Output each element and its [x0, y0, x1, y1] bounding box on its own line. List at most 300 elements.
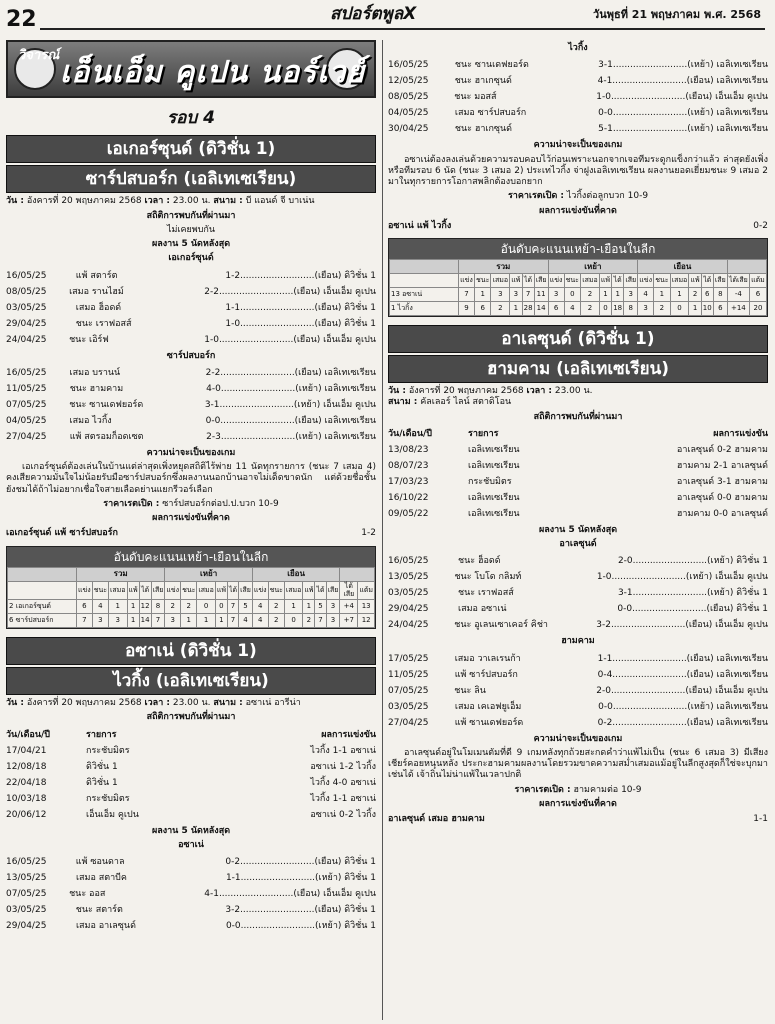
- standings-value: 4: [252, 614, 268, 628]
- standings-value: 1: [303, 600, 315, 614]
- standings-value: 1: [474, 288, 491, 302]
- result-date: 30/04/25: [388, 124, 429, 135]
- result-score: 2-0..........................(เหย้า) ดิวิชั่น 1: [617, 556, 768, 567]
- last5-title: ผลงาน 5 นัดหลังสุด: [151, 825, 231, 836]
- standings-value: 5: [239, 600, 253, 614]
- h2h-result: ไวกิ้ง 1-1 อซาเน่: [310, 793, 376, 804]
- result-row: [388, 601, 768, 617]
- h2h-result: ฮามคาม 2-1 อาเลซุนด์: [676, 460, 768, 471]
- result-score: 0-2..........................(เยือน) ดิวิชั่น 1: [225, 857, 376, 867]
- prediction: อซาเน่ แพ้ ไวกิ้ง 0-2: [388, 220, 768, 231]
- standings-col-head: เสมอ: [284, 581, 302, 600]
- standings-corner: [390, 260, 459, 274]
- standings-col-head: เสมอ: [670, 274, 689, 288]
- result-score: 4-1..........................(เยือน) เอ็นเอ็ม คูเปน: [204, 889, 376, 899]
- result-date: 04/05/25: [6, 415, 47, 426]
- left-column: [6, 40, 376, 934]
- h2h-date: 17/04/21: [6, 745, 47, 756]
- result-date: 13/05/25: [6, 873, 47, 883]
- result-outcome: เสมอ บรานน์: [69, 367, 121, 378]
- column-banner: [6, 40, 376, 98]
- standings-col-head: แพ้: [303, 581, 315, 600]
- result-score: 0-0..........................(เหย้า) ดิวิชั่น 1: [225, 921, 376, 931]
- standings-value: 8: [713, 288, 727, 302]
- standings-value: 3: [624, 288, 638, 302]
- standings-value: 12: [358, 614, 375, 628]
- h2h-result: อาเลซุนด์ 0-2 ฮามคาม: [676, 444, 768, 455]
- h2h-row: [388, 442, 768, 458]
- h2h-date: 16/10/22: [388, 492, 429, 503]
- standings-value: 6: [77, 600, 93, 614]
- standings-value: 12: [139, 600, 151, 614]
- standings-value: 3: [92, 614, 108, 628]
- standings-value: 0: [599, 302, 611, 316]
- standings-col-head: ชนะ: [268, 581, 284, 600]
- standings-col-head: แต้ม: [749, 274, 766, 288]
- pred-title: ผลการแข่งขันที่คาด: [539, 798, 617, 809]
- prediction: อาเลซุนด์ เสมอ ฮามคาม 1-1: [388, 814, 768, 824]
- h2h-date: 12/08/18: [6, 761, 47, 772]
- result-outcome: เสมอ ไวกิ้ง: [69, 415, 112, 426]
- h2h-row: [388, 490, 768, 506]
- standings-value: 1: [181, 614, 197, 628]
- standings-value: 1: [612, 288, 624, 302]
- standings-value: 0: [197, 600, 215, 614]
- team-a-name: อซาเน่: [178, 839, 204, 850]
- result-score: 1-1..........................(เยือน) ดิวิชั่น 1: [225, 302, 376, 313]
- result-date: 16/05/25: [6, 857, 47, 867]
- h2h-competition: กระชับมิตร: [86, 793, 130, 804]
- standings-col-head: ได้: [227, 581, 238, 600]
- result-outcome: ชนะ ฮาเกซุนด์: [454, 124, 513, 135]
- result-row: [388, 715, 768, 731]
- team-b-name: ฮามคาม: [561, 636, 595, 647]
- column-divider: [382, 40, 383, 1020]
- result-score: 1-1..........................(เหย้า) ดิวิชั่น 1: [225, 873, 376, 883]
- standings-value: 0: [564, 288, 581, 302]
- standings-value: 6: [713, 302, 727, 316]
- standings-value: 10: [701, 302, 713, 316]
- prob-text: เอเกอร์ซุนด์ต้องเล่นในบ้านแต่ล่าสุดเพิ่งหยุดสถิติไร้พ่าย 11 นัดทุกรายการ (ชนะ 7 เสมอ 4) คงเสียความมั่นใจไม่น้อยรับมือซาร์ปสบอร์กซึ่งผลงานนอกบ้านอาจไม่เด็ดขาดนัก แต่ด้วยชื่อชั้นยังชมได้ถ้าไม่อยากเชื่อใจสายเลือดย่านแยกรีวอร์เลือก: [6, 462, 376, 495]
- standings-value: 3: [638, 302, 654, 316]
- standings-team-head: [8, 581, 77, 600]
- away-team-bar: ซาร์ปสบอร์ก (เอลิเทเซเรียน): [6, 165, 376, 193]
- result-score: 2-3..........................(เหย้า) เอลิเทเซเรียน: [206, 431, 376, 442]
- result-row: [6, 284, 376, 300]
- standings-value: 0: [215, 600, 227, 614]
- result-row: [6, 902, 376, 918]
- h2h-row: [388, 506, 768, 522]
- standings-value: 14: [139, 614, 151, 628]
- result-row: [6, 413, 376, 429]
- result-score: 0-2..........................(เยือน) เอลิเทเซเรียน: [597, 717, 768, 728]
- result-outcome: ชนะ สตาร์ต: [75, 905, 123, 915]
- result-row: [6, 886, 376, 902]
- match-info: วัน : อังคารที่ 20 พฤษภาคม 2568 เวลา : 23.00 น. สนาม : คัลเลอร์ ไลน์ สตาดิโอน: [388, 386, 593, 408]
- result-row: [6, 332, 376, 348]
- result-date: 16/05/25: [388, 556, 429, 567]
- h2h-competition: กระชับมิตร: [468, 476, 512, 487]
- standings-value: 0: [670, 302, 689, 316]
- standings-value: 1: [689, 302, 701, 316]
- standings-col-head: แต้ม: [358, 581, 375, 600]
- team-a-name: เอเกอร์ซุนด์: [168, 253, 214, 264]
- h2h-date: 10/03/18: [6, 793, 47, 804]
- match-aalesund-hamkam: [388, 325, 768, 825]
- result-outcome: เสมอ ฮ็อดด์: [75, 302, 122, 313]
- h2h-row: [388, 458, 768, 474]
- h2h-none: ไม่เคยพบกัน: [166, 224, 216, 235]
- standings-col-head: เสีย: [624, 274, 638, 288]
- h2h-row: [6, 807, 376, 823]
- brand-logo: สปอร์ตพูลX: [330, 4, 417, 24]
- standings-col-head: ได้: [139, 581, 151, 600]
- standings-group: เยือน: [252, 567, 340, 581]
- standings-team: 2 เอเกอร์ซุนด์: [8, 600, 77, 614]
- result-score: 0-4..........................(เยือน) เอลิเทเซเรียน: [597, 669, 768, 680]
- h2h-date: 20/06/12: [6, 809, 47, 820]
- h2h-date: 22/04/18: [6, 777, 47, 788]
- standings-col-head: แข่ง: [252, 581, 268, 600]
- standings-value: 1: [284, 600, 302, 614]
- h2h-date: 13/08/23: [388, 444, 429, 455]
- standings-value: 6: [474, 302, 491, 316]
- result-date: 29/04/25: [6, 921, 47, 931]
- standings-value: 1: [215, 614, 227, 628]
- standings-value: 3: [548, 288, 564, 302]
- result-date: 07/05/25: [388, 685, 429, 696]
- result-score: 3-2..........................(เยือน) ดิวิชั่น 1: [225, 905, 376, 915]
- standings-value: +7: [340, 614, 358, 628]
- h2h-title: สถิติการพบกันที่ผ่านมา: [146, 712, 236, 723]
- result-outcome: แพ้ ซอนดาล: [75, 857, 125, 867]
- h2h-competition: เอ็นเอ็ม คูเปน: [86, 809, 139, 820]
- standings-value: 7: [522, 288, 534, 302]
- result-score: 0-0..........................(เหย้า) เอลิเทเซเรียน: [598, 108, 768, 119]
- standings-value: 4: [564, 302, 581, 316]
- result-score: 0-0..........................(เยือน) เอลิเทเซเรียน: [205, 415, 376, 426]
- result-row: [6, 397, 376, 413]
- standings-col-head: แพ้: [599, 274, 611, 288]
- result-date: 13/05/25: [388, 572, 429, 583]
- odds: ราคาเรตเปิด : ฮามคามต่อ 10-9: [514, 784, 642, 795]
- standings-value: 8: [624, 302, 638, 316]
- result-outcome: เสมอ รานไฮม์: [69, 286, 124, 297]
- h2h-competition: เอลิเทเซเรียน: [468, 444, 520, 455]
- standings-col-head: ชนะ: [654, 274, 671, 288]
- standings-group: รวม: [459, 260, 549, 274]
- h2h-competition: เอลิเทเซเรียน: [468, 460, 520, 471]
- away-team-bar: ไวกิ้ง (เอลิเทเซเรียน): [6, 667, 376, 695]
- h2h-competition: เอลิเทเซเรียน: [468, 492, 520, 503]
- h2h-result: อซาเน่ 1-2 ไวกิ้ง: [310, 761, 376, 772]
- standings-col-head: แพ้: [510, 274, 522, 288]
- result-outcome: ชนะ เอิร์ฟ: [69, 334, 109, 345]
- result-row: [6, 918, 376, 934]
- standings-team: 1 ไวกิ้ง: [390, 302, 459, 316]
- odds: ราคาเรตเปิด : ซาร์ปสบอร์กต่อป.ป.บวก 10-9: [103, 498, 279, 509]
- standings-col-head: ได้: [701, 274, 713, 288]
- result-outcome: ชนะ อูเลนเซาเคอร์ คิช่า: [454, 620, 548, 631]
- standings-grid: [389, 259, 767, 316]
- banner-title: เอ็นเอ็ม คูเปน นอร์เวย์: [60, 55, 365, 90]
- result-date: 17/05/25: [388, 653, 429, 664]
- h2h-competition: ดิวิชั่น 1: [86, 761, 118, 772]
- standings-group: เยือน: [638, 260, 728, 274]
- result-row: [388, 667, 768, 683]
- h2h-row: [6, 791, 376, 807]
- result-row: [6, 300, 376, 316]
- h2h-row: [6, 743, 376, 759]
- result-score: 0-0..........................(เยือน) ดิวิชั่น 1: [617, 604, 768, 615]
- result-row: [6, 316, 376, 332]
- match-asane-viking-cont: [388, 43, 768, 317]
- result-outcome: แพ้ สตรอมก็อดเซต: [69, 431, 144, 442]
- result-date: 03/05/25: [388, 588, 429, 599]
- standings-col-head: เสมอ: [109, 581, 127, 600]
- standings-value: 0: [284, 614, 302, 628]
- standings-value: 3: [326, 614, 340, 628]
- standings-col-head: เสมอ: [197, 581, 215, 600]
- standings-value: 6: [749, 288, 766, 302]
- result-row: [388, 617, 768, 633]
- standings-col-head: ชนะ: [181, 581, 197, 600]
- standings-row: [390, 288, 767, 302]
- result-date: 24/04/25: [388, 620, 429, 631]
- standings-value: 1: [670, 288, 689, 302]
- standings-table: [6, 546, 376, 630]
- result-row: [388, 699, 768, 715]
- standings-value: 1: [127, 600, 139, 614]
- result-row: [6, 870, 376, 886]
- result-outcome: เสมอ เคเอฟยูเอ็ม: [454, 701, 522, 712]
- standings-value: 4: [252, 600, 268, 614]
- home-team-bar: อซาเน่ (ดิวิชั่น 1): [6, 637, 376, 665]
- standings-col-head: เสมอ: [491, 274, 510, 288]
- standings-extra-head: [340, 567, 375, 581]
- result-date: 08/05/25: [6, 286, 47, 297]
- standings-value: 2: [491, 302, 510, 316]
- standings-value: 14: [534, 302, 548, 316]
- standings-value: 7: [151, 614, 165, 628]
- home-team-bar: อาเลซุนด์ (ดิวิชั่น 1): [388, 325, 768, 353]
- standings-value: 2: [581, 302, 600, 316]
- h2h-result: ไวกิ้ง 1-1 อซาเน่: [310, 745, 376, 756]
- pred-title: ผลการแข่งขันที่คาด: [152, 513, 230, 523]
- standings-value: 7: [227, 600, 238, 614]
- odds: ราคาเรตเปิด : ไวกิ้งต่อลูกบวก 10-9: [507, 191, 649, 202]
- h2h-row: [6, 775, 376, 791]
- result-row: [388, 569, 768, 585]
- standings-table: [388, 238, 768, 317]
- result-date: 03/05/25: [388, 701, 429, 712]
- result-date: 27/04/25: [388, 717, 429, 728]
- standings-value: 3: [491, 288, 510, 302]
- standings-value: 2: [689, 288, 701, 302]
- standings-value: 6: [701, 288, 713, 302]
- result-row: [388, 73, 768, 89]
- standings-value: 2: [581, 288, 600, 302]
- team-b-results: [6, 365, 376, 445]
- standings-col-head: แพ้: [127, 581, 139, 600]
- standings-value: 3: [109, 614, 127, 628]
- result-score: 1-1..........................(เยือน) เอลิเทเซเรียน: [597, 653, 768, 664]
- result-outcome: ชนะ ออส: [69, 889, 106, 899]
- right-column: [388, 40, 768, 829]
- standings-value: 1: [197, 614, 215, 628]
- standings-col-head: ได้เสีย: [727, 274, 749, 288]
- standings-value: 9: [459, 302, 475, 316]
- result-row: [388, 585, 768, 601]
- standings-col-head: เสีย: [713, 274, 727, 288]
- standings-col-head: เสมอ: [581, 274, 600, 288]
- result-row: [388, 683, 768, 699]
- prob-text: อาเลซุนด์อยู่ในโมเมนตัมที่ดี 9 เกมหลังทุกถ้วยสะกดคำว่าแพ้ไม่เป็น (ชนะ 6 เสมอ 3) มีเสียงเชียร์คอยหนุนหลัง ประกะฮามคามผลงานโดยรวมขาดความสม่ำเสมอแม้อยู่ในลีกสูงสุดก็ใช่จะบุกมาเช่นได้ เจ้าถิ่นไม่น่าแพ้ในเวลาปกติ: [388, 747, 768, 781]
- h2h-result: ไวกิ้ง 4-0 อซาเน่: [310, 777, 376, 788]
- result-outcome: เสมอ ซาร์ปสบอร์ก: [454, 108, 527, 119]
- result-row: [388, 89, 768, 105]
- result-outcome: เสมอ สตาบีค: [75, 873, 127, 883]
- result-date: 07/05/25: [6, 889, 47, 899]
- standings-value: 7: [459, 288, 475, 302]
- result-row: [6, 854, 376, 870]
- team-b-results: [388, 651, 768, 731]
- result-date: 29/04/25: [6, 318, 47, 329]
- round-title: รอบ 4: [167, 108, 215, 128]
- last5-title: ผลงาน 5 นัดหลังสุด: [538, 524, 618, 535]
- standings-col-head: ชนะ: [92, 581, 108, 600]
- standings-col-head: เสีย: [239, 581, 253, 600]
- result-row: [388, 553, 768, 569]
- result-outcome: แพ้ ซานเดฟยอร์ด: [454, 717, 524, 728]
- result-score: 5-1..........................(เหย้า) เอลิเทเซเรียน: [598, 124, 768, 135]
- standings-value: +14: [727, 302, 749, 316]
- result-date: 27/04/25: [6, 431, 47, 442]
- last5-title: ผลงาน 5 นัดหลังสุด: [151, 239, 231, 249]
- h2h-header: วัน/เดือน/ปี รายการ ผลการแข่งขัน: [388, 428, 768, 439]
- standings-value: 2: [268, 600, 284, 614]
- prob-title: ความน่าจะเป็นของเกม: [533, 733, 623, 744]
- h2h-row: [6, 759, 376, 775]
- standings-col-head: ได้: [315, 581, 326, 600]
- standings-title: อันดับคะแนนเหย้า-เยือนในลีก: [7, 547, 375, 567]
- result-score: 2-2..........................(เยือน) เอลิเทเซเรียน: [205, 367, 376, 378]
- result-outcome: ชนะ ฮามคาม: [69, 383, 124, 394]
- standings-value: 20: [749, 302, 766, 316]
- match-info: วัน : อังคารที่ 20 พฤษภาคม 2568 เวลา : 23.00 น. สนาม : อซาเน่ อารีน่า: [6, 698, 301, 708]
- standings-group: เหย้า: [548, 260, 638, 274]
- result-date: 16/05/25: [6, 270, 47, 281]
- standings-col-head: แข่ง: [165, 581, 181, 600]
- result-outcome: แพ้ สตาร์ต: [75, 270, 118, 281]
- team-b-results: [388, 57, 768, 137]
- result-score: 4-1..........................(เยือน) เอลิเทเซเรียน: [597, 76, 768, 87]
- page-header: [0, 0, 775, 38]
- result-date: 29/04/25: [388, 604, 429, 615]
- standings-value: 13: [358, 600, 375, 614]
- standings-col-head: ได้: [522, 274, 534, 288]
- standings-value: 1: [109, 600, 127, 614]
- result-score: 3-1..........................(เหย้า) เอ็นเอ็ม คูเปน: [204, 399, 376, 410]
- standings-value: 2: [303, 614, 315, 628]
- standings-value: 7: [315, 614, 326, 628]
- result-outcome: เสมอ อซาเน่: [458, 604, 507, 615]
- standings-col-head: ชนะ: [474, 274, 491, 288]
- h2h-competition: กระชับมิตร: [86, 745, 130, 756]
- standings-extra-head: [727, 260, 766, 274]
- standings-value: 4: [239, 614, 253, 628]
- result-date: 11/05/25: [6, 383, 47, 394]
- h2h-rows: [388, 442, 768, 522]
- result-date: 07/05/25: [6, 399, 47, 410]
- h2h-result: อาเลซุนด์ 3-1 ฮามคาม: [676, 476, 768, 487]
- standings-corner: [8, 567, 77, 581]
- h2h-rows: [6, 743, 376, 823]
- result-date: 24/04/25: [6, 334, 47, 345]
- standings-col-head: แข่ง: [548, 274, 564, 288]
- result-score: 3-1..........................(เหย้า) ดิวิชั่น 1: [617, 588, 768, 599]
- team-a-results: [6, 854, 376, 934]
- standings-value: 7: [77, 614, 93, 628]
- issue-date: วันพุธที่ 21 พฤษภาคม พ.ศ. 2568: [593, 8, 761, 21]
- result-score: 4-0..........................(เหย้า) เอลิเทเซเรียน: [206, 383, 376, 394]
- standings-team: 6 ซาร์ปสบอร์ก: [8, 614, 77, 628]
- standings-col-head: แพ้: [215, 581, 227, 600]
- standings-team-head: [390, 274, 459, 288]
- standings-value: 1: [599, 288, 611, 302]
- result-score: 1-0..........................(เยือน) เอ็นเอ็ม คูเปน: [204, 334, 376, 345]
- standings-value: 4: [92, 600, 108, 614]
- prob-text: อซาเน่ต้องลงเล่นด้วยความรอบคอบไว้ก่อนเพราะนอกจากเจอทีมระดูกแข็งกว่าแล้ว ล่าสุดยังเพิ่งหรือทีมรอบ 6 นัด (ชนะ 3 เสมอ 2) ประเทไวกิ้ง จ่าฝูงเอลิเทเซเรียน ผลงานยอดเยี่ยมชนะ 9 เสมอ 2 มาในทุกรายการโอกาสพลิกต้องบอกยาก: [388, 154, 768, 187]
- result-date: 04/05/25: [388, 108, 429, 119]
- result-score: 3-1..........................(เหย้า) เอลิเทเซเรียน: [598, 60, 768, 71]
- result-score: 2-0..........................(เยือน) เอ็นเอ็ม คูเปน: [596, 685, 768, 696]
- standings-value: 3: [510, 288, 522, 302]
- standings-value: 2: [654, 302, 671, 316]
- match-egersund-sarpsborg: [6, 135, 376, 629]
- result-outcome: ชนะ โบโด กลิมท์: [454, 572, 522, 583]
- result-outcome: ชนะ ซานเดฟยอร์ด: [454, 60, 529, 71]
- standings-col-head: เสีย: [326, 581, 340, 600]
- standings-col-head: แข่ง: [638, 274, 654, 288]
- standings-col-head: ชนะ: [564, 274, 581, 288]
- result-row: [6, 381, 376, 397]
- away-team-bar: ฮามคาม (เอลิเทเซเรียน): [388, 355, 768, 383]
- h2h-competition: เอลิเทเซเรียน: [468, 508, 520, 519]
- header-rule: [40, 28, 765, 30]
- h2h-result: ฮามคาม 0-0 อาเลซุนด์: [676, 508, 768, 519]
- standings-team: 13 อซาเน่: [390, 288, 459, 302]
- h2h-competition: ดิวิชั่น 1: [86, 777, 118, 788]
- h2h-header: วัน/เดือน/ปี รายการ ผลการแข่งขัน: [6, 729, 376, 740]
- result-row: [388, 121, 768, 137]
- h2h-title: สถิติการพบกันที่ผ่านมา: [533, 411, 623, 422]
- standings-value: 11: [534, 288, 548, 302]
- result-outcome: ชนะ ฮาเกซุนด์: [454, 76, 512, 87]
- result-date: 16/05/25: [388, 60, 429, 71]
- standings-row: [390, 302, 767, 316]
- result-row: [6, 365, 376, 381]
- result-outcome: เสมอ อาเลซุนด์: [75, 921, 136, 931]
- h2h-row: [388, 474, 768, 490]
- standings-grid: [7, 567, 375, 629]
- standings-value: 2: [181, 600, 197, 614]
- result-date: 03/05/25: [6, 302, 47, 313]
- result-outcome: ชนะ มอสส์: [454, 92, 497, 103]
- standings-value: 5: [315, 600, 326, 614]
- result-score: 1-2..........................(เยือน) ดิวิชั่น 1: [225, 270, 376, 281]
- standings-value: 3: [165, 614, 181, 628]
